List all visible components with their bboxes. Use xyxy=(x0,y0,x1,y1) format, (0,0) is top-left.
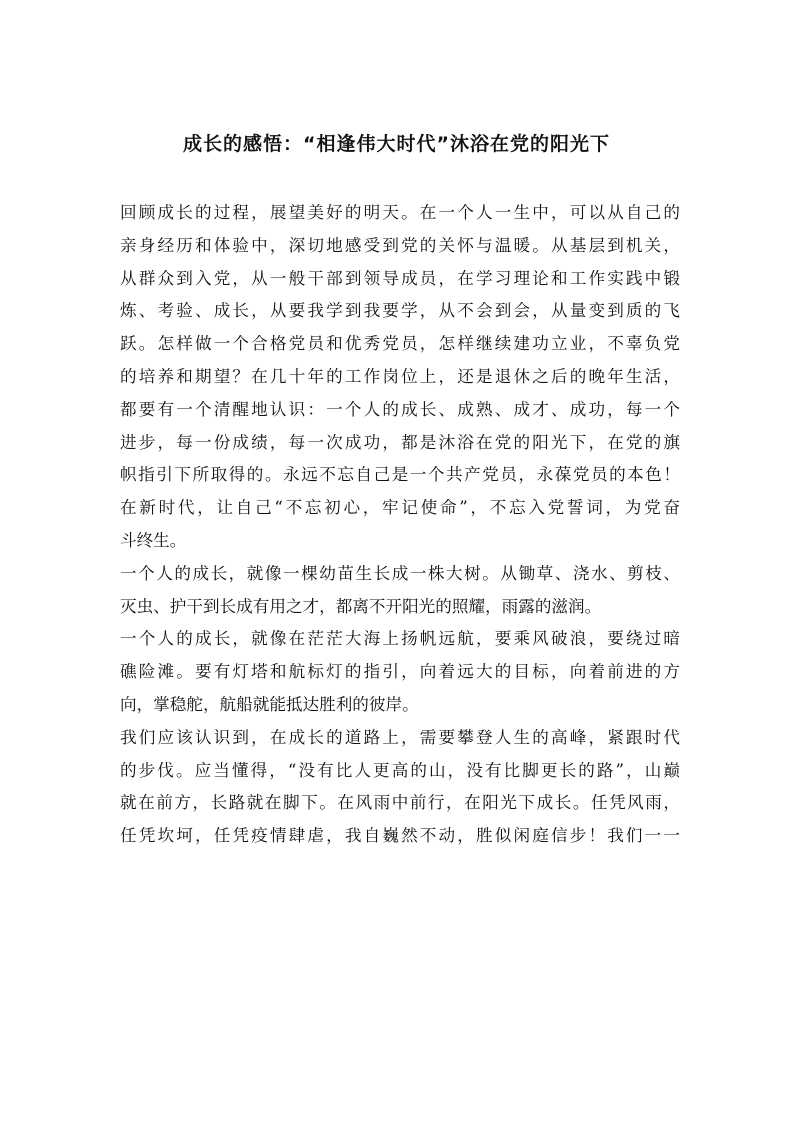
text-line: 礁险滩。要有灯塔和航标灯的指引，向着远大的目标，向着前进的方 xyxy=(120,662,680,682)
text-line: 斗终生。 xyxy=(120,530,187,550)
paragraph xyxy=(120,197,680,558)
text-line: 炼、考验、成长，从要我学到我要学，从不会到会，从量变到质的飞 xyxy=(120,301,680,321)
text-line: 任凭坎坷，任凭疫情肆虐，我自巍然不动，胜似闲庭信步！我们一一 xyxy=(120,826,680,846)
text-line: 一个人的成长，就像在茫茫大海上扬帆远航，要乘风破浪，要绕过暗 xyxy=(120,629,680,649)
text-line: 跃。怎样做一个合格党员和优秀党员，怎样继续建功立业，不辜负党 xyxy=(120,334,680,354)
document-body xyxy=(120,197,680,853)
text-line: 向，掌稳舵，航船就能抵达胜利的彼岸。 xyxy=(120,694,419,714)
paragraph xyxy=(120,558,680,624)
text-line: 从群众到入党，从一般干部到领导成员，在学习理论和工作实践中锻 xyxy=(120,268,680,288)
document-title: 成长的感悟：“相逢伟大时代”沐浴在党的阳光下 xyxy=(183,133,610,155)
text-line: 进步，每一份成绩，每一次成功，都是沐浴在党的阳光下，在党的旗 xyxy=(120,432,680,452)
text-line: 回顾成长的过程，展望美好的明天。在一个人一生中，可以从自己的 xyxy=(120,203,680,222)
text-line: 帜指引下所取得的。永远不忘自己是一个共产党员，永葆党员的本色！ xyxy=(120,465,680,485)
text-line: 的步伐。应当懂得，“没有比人更高的山，没有比脚更长的路”，山巅 xyxy=(120,760,680,780)
paragraph xyxy=(120,623,680,721)
text-line: 就在前方，长路就在脚下。在风雨中前行，在阳光下成长。任凭风雨， xyxy=(120,793,680,813)
text-line: 在新时代，让自己“不忘初心，牢记使命”，不忘入党誓词，为党奋 xyxy=(120,498,680,518)
paragraph xyxy=(120,722,680,853)
text-line: 的培养和期望？在几十年的工作岗位上，还是退休之后的晚年生活， xyxy=(120,366,680,386)
text-line: 都要有一个清醒地认识：一个人的成长、成熟、成才、成功，每一个 xyxy=(120,399,680,419)
text-line: 灭虫、护干到长成有用之才，都离不开阳光的照耀，雨露的滋润。 xyxy=(120,596,602,616)
text-line: 一个人的成长，就像一棵幼苗生长成一株大树。从锄草、浇水、剪枝、 xyxy=(120,563,680,583)
text-line: 我们应该认识到，在成长的道路上，需要攀登人生的高峰，紧跟时代 xyxy=(120,727,680,747)
text-line: 亲身经历和体验中，深切地感受到党的关怀与温暖。从基层到机关， xyxy=(120,235,680,255)
